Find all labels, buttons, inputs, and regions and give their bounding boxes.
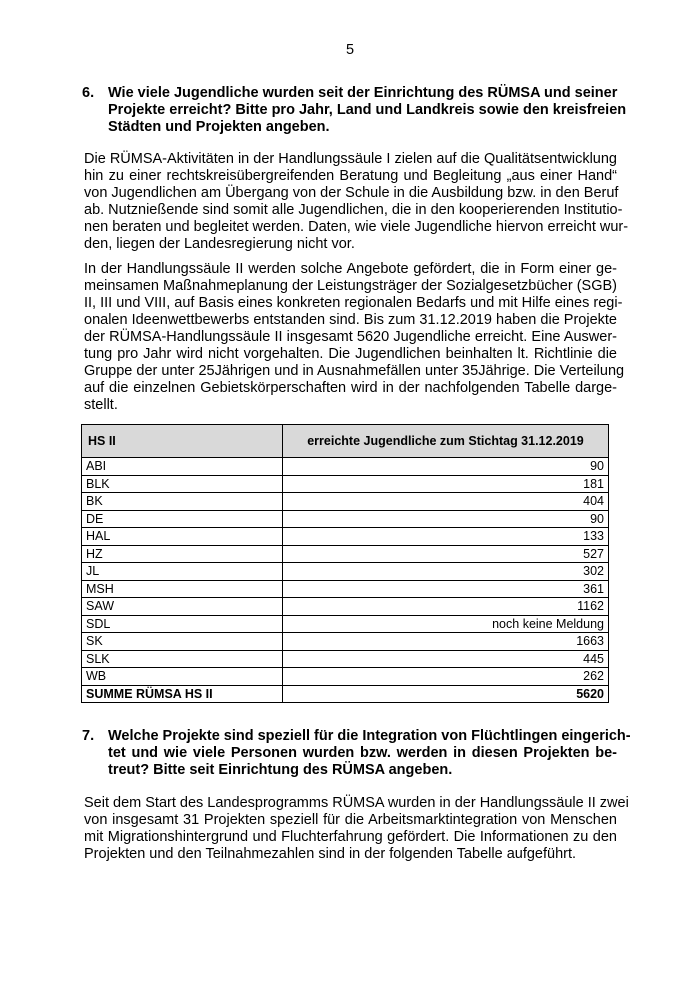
table-row: [82, 528, 609, 546]
sum-label-cell: SUMME RÜMSA HS II: [82, 685, 283, 703]
region-cell: SAW: [82, 598, 283, 616]
question-7-line: tet und wie viele Personen wurden bzw. werden in diesen Projekten be-: [108, 745, 617, 761]
paragraph-line: onalen Ideenwettbewerbs entstanden sind. Bis zum 31.12.2019 haben die Projekte: [84, 312, 617, 328]
region-cell: SK: [82, 633, 283, 651]
paragraph-line: II, III und VIII, auf Basis eines konkreten regionalen Bedarfs und mit Hilfe eines regi-: [84, 295, 623, 311]
table-header-row: [82, 425, 609, 458]
value-cell: 262: [283, 668, 609, 686]
column-header-count: erreichte Jugendliche zum Stichtag 31.12.2019: [283, 425, 609, 458]
paragraph-line: auf die einzelnen Gebietskörperschaften wird in der nachfolgenden Tabelle darge-: [84, 380, 617, 396]
region-cell: HZ: [82, 545, 283, 563]
table-row: [82, 493, 609, 511]
table-row: [82, 668, 609, 686]
table-row: [82, 545, 609, 563]
paragraph-line: mit Migrationshintergrund und Fluchterfahrung gefördert. Die Informationen zu den: [84, 829, 617, 845]
paragraph-line: ab. Nutznießende sind somit alle Jugendlichen, die in den kooperierenden Institutio-: [84, 202, 623, 218]
region-cell: HAL: [82, 528, 283, 546]
question-6-text: [108, 85, 627, 136]
table-row: [82, 475, 609, 493]
paragraph-1: [84, 151, 629, 253]
paragraph-line: meinsamen Maßnahmeplanung der Leistungsträger der Sozialgesetzbücher (SGB): [84, 278, 617, 294]
table-row: [82, 580, 609, 598]
region-cell: WB: [82, 668, 283, 686]
value-cell: 361: [283, 580, 609, 598]
value-cell: 404: [283, 493, 609, 511]
paragraph-line: der RÜMSA-Handlungssäule II insgesamt 5620 Jugendliche erreicht. Eine Auswer-: [84, 329, 617, 345]
paragraph-line: Projekten und den Teilnahmezahlen sind in der folgenden Tabelle aufgeführt.: [84, 846, 577, 862]
paragraph-2: [84, 261, 625, 414]
paragraph-line: stellt.: [84, 397, 118, 413]
table-row: [82, 633, 609, 651]
question-7-line: treut? Bitte seit Einrichtung des RÜMSA angeben.: [108, 762, 453, 778]
table-row: [82, 650, 609, 668]
page-number: 5: [345, 42, 355, 58]
value-cell: noch keine Meldung: [283, 615, 609, 633]
value-cell: 1162: [283, 598, 609, 616]
value-cell: 90: [283, 458, 609, 476]
region-cell: ABI: [82, 458, 283, 476]
sum-value-cell: 5620: [283, 685, 609, 703]
table-row: [82, 598, 609, 616]
paragraph-line: von Jugendlichen am Übergang von der Schule in die Ausbildung bzw. in den Beruf: [84, 185, 619, 201]
question-7-text: [108, 728, 631, 779]
value-cell: 1663: [283, 633, 609, 651]
table-row: [82, 510, 609, 528]
table-row: [82, 458, 609, 476]
value-cell: 90: [283, 510, 609, 528]
paragraph-line: Gruppe der unter 25Jährigen und in Ausnahmefällen unter 35Jährige. Die Verteilung: [84, 363, 625, 379]
table-row: [82, 615, 609, 633]
paragraph-line: hin zu einer rechtskreisübergreifenden Beratung und Begleitung „aus einer Hand“: [84, 168, 617, 184]
question-7-number: 7.: [82, 728, 95, 744]
region-cell: DE: [82, 510, 283, 528]
question-6-line: Wie viele Jugendliche wurden seit der Einrichtung des RÜMSA und seiner: [108, 85, 618, 101]
value-cell: 133: [283, 528, 609, 546]
paragraph-line: In der Handlungssäule II werden solche Angebote gefördert, die in Form einer ge-: [84, 261, 617, 277]
value-cell: 527: [283, 545, 609, 563]
youth-reached-table: [81, 424, 609, 703]
table-sum-row: [82, 685, 609, 703]
paragraph-3: [84, 795, 629, 863]
region-cell: SLK: [82, 650, 283, 668]
region-cell: JL: [82, 563, 283, 581]
paragraph-line: nen beraten und begleitet werden. Daten, wie viele Jugendliche hiervon erreicht wur-: [84, 219, 629, 235]
paragraph-line: von insgesamt 31 Projekten speziell für die Arbeitsmarktintegration von Menschen: [84, 812, 617, 828]
paragraph-line: tung pro Jahr wird nicht vorgehalten. Die Jugendlichen beinhalten lt. Richtlinie die: [84, 346, 617, 362]
paragraph-line: Seit dem Start des Landesprogramms RÜMSA wurden in der Handlungssäule II zwei: [84, 795, 629, 811]
question-7-line: Welche Projekte sind speziell für die Integration von Flüchtlingen eingerich-: [108, 728, 631, 744]
table-row: [82, 563, 609, 581]
question-6: [82, 85, 627, 136]
question-6-line: Projekte erreicht? Bitte pro Jahr, Land und Landkreis sowie den kreisfreien: [108, 102, 627, 118]
question-7: [82, 728, 631, 779]
column-header-region: HS II: [82, 425, 283, 458]
value-cell: 181: [283, 475, 609, 493]
region-cell: BLK: [82, 475, 283, 493]
paragraph-line: den, liegen der Landesregierung nicht vor.: [84, 236, 355, 252]
question-6-number: 6.: [82, 85, 95, 101]
region-cell: MSH: [82, 580, 283, 598]
value-cell: 445: [283, 650, 609, 668]
value-cell: 302: [283, 563, 609, 581]
paragraph-line: Die RÜMSA-Aktivitäten in der Handlungssäule I zielen auf die Qualitätsentwicklung: [84, 151, 617, 167]
question-6-line: Städten und Projekten angeben.: [108, 119, 330, 135]
region-cell: BK: [82, 493, 283, 511]
region-cell: SDL: [82, 615, 283, 633]
